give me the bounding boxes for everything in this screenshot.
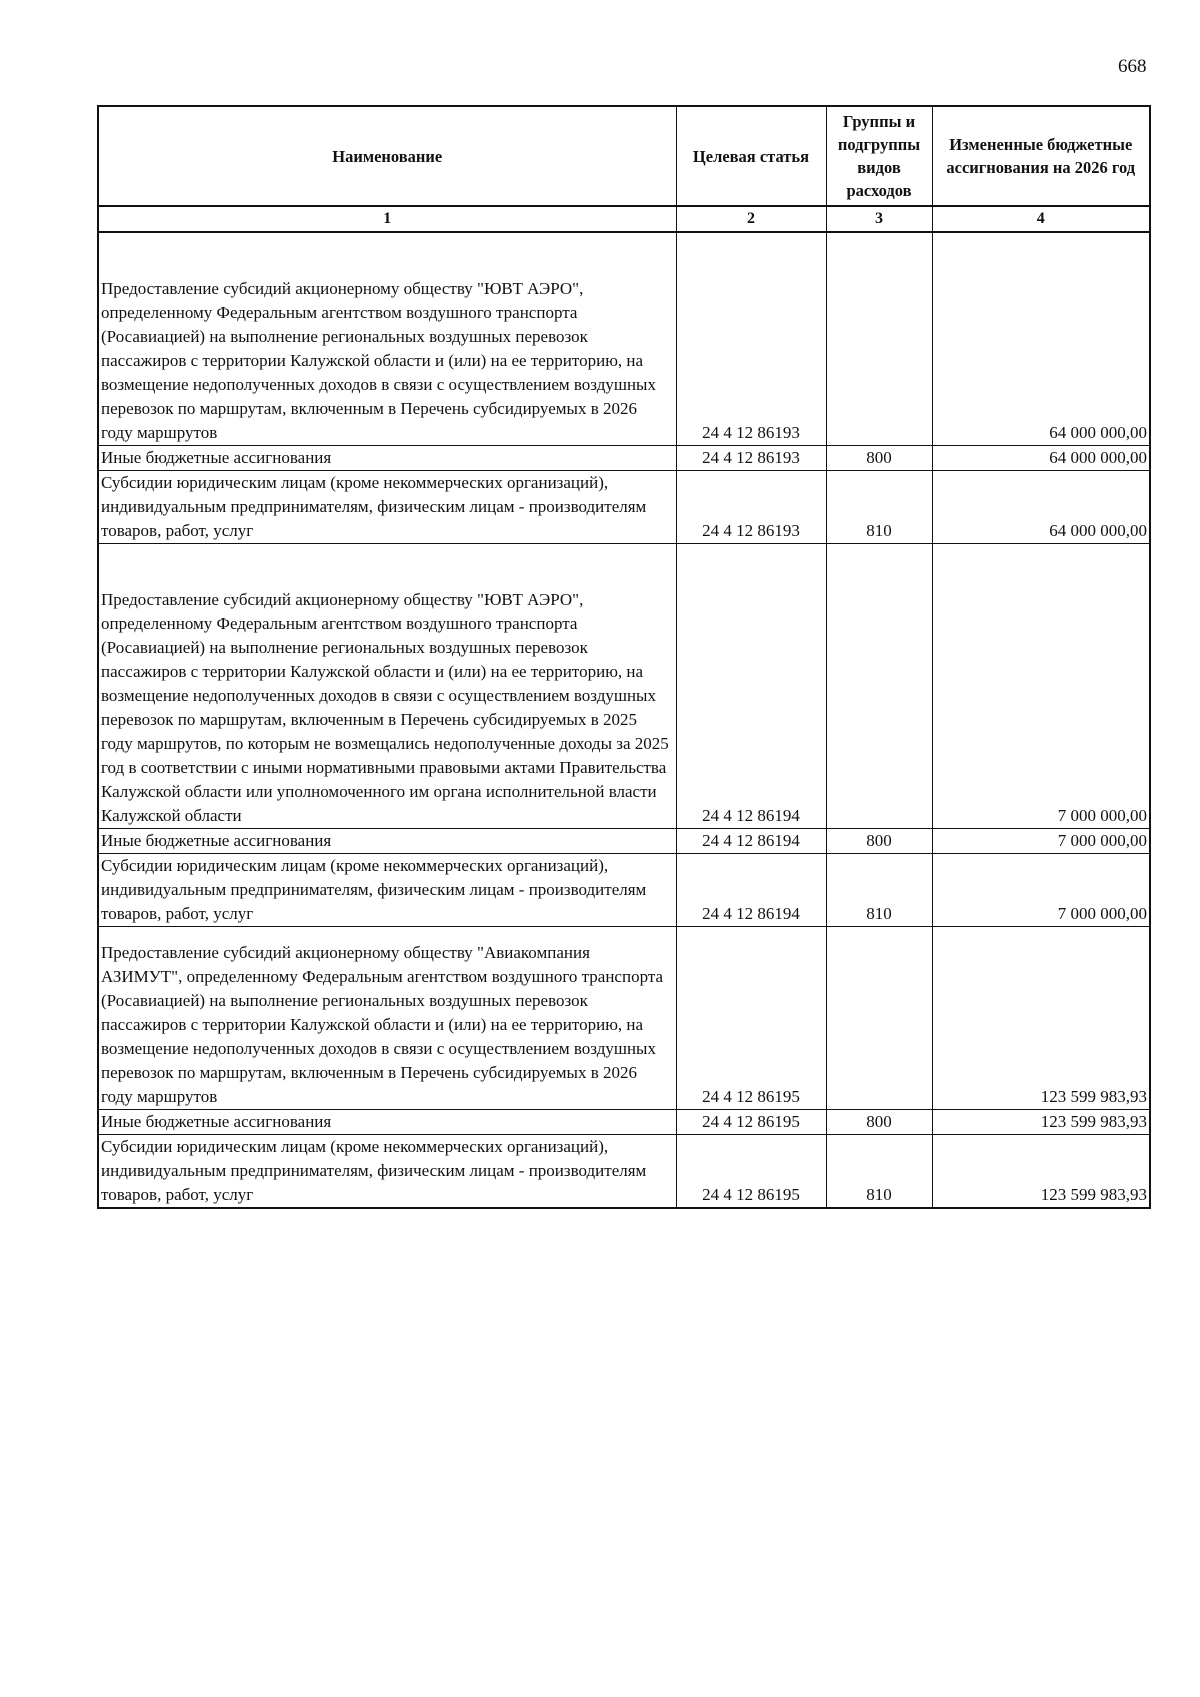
row-expense-group (826, 544, 932, 829)
page-number: 668 (1118, 56, 1147, 77)
header-name: Наименование (98, 106, 676, 206)
row-expense-group (826, 927, 932, 1110)
row-target-article: 24 4 12 86195 (676, 1110, 826, 1135)
row-amount: 64 000 000,00 (932, 471, 1150, 544)
row-name: Иные бюджетные ассигнования (98, 446, 676, 471)
table-row (98, 927, 1150, 1110)
row-name: Предоставление субсидий акционерному обществу "ЮВТ АЭРО", определенному Федеральным агентством воздушного транспорта (Росавиацией) на выполнение региональных воздушных перевозок пассажиров с территории Калужской области и (или) на ее территорию, на возмещение недополученных доходов в связи с осуществлением воздушных перевозок по маршрутам, включенным в Перечень субсидируемых в 2025 году маршрутов, по которым не возмещались недополученные доходы за 2025 год в соответствии с иными нормативными правовыми актами Правительства Калужской области или уполномоченного им органа исполнительной власти Калужской области (98, 544, 676, 829)
row-name: Субсидии юридическим лицам (кроме некоммерческих организаций), индивидуальным предпринимателям, физическим лицам - производителям товаров, работ, услуг (98, 471, 676, 544)
row-target-article: 24 4 12 86193 (676, 232, 826, 446)
row-name: Субсидии юридическим лицам (кроме некоммерческих организаций), индивидуальным предпринимателям, физическим лицам - производителям товаров, работ, услуг (98, 1135, 676, 1209)
row-target-article: 24 4 12 86195 (676, 1135, 826, 1209)
row-target-article: 24 4 12 86194 (676, 854, 826, 927)
row-target-article: 24 4 12 86193 (676, 471, 826, 544)
row-amount: 7 000 000,00 (932, 829, 1150, 854)
row-target-article: 24 4 12 86194 (676, 829, 826, 854)
row-target-article: 24 4 12 86194 (676, 544, 826, 829)
table-row (98, 829, 1150, 854)
row-amount: 7 000 000,00 (932, 854, 1150, 927)
row-expense-group (826, 232, 932, 446)
row-name: Предоставление субсидий акционерному обществу "ЮВТ АЭРО", определенному Федеральным агентством воздушного транспорта (Росавиацией) на выполнение региональных воздушных перевозок пассажиров с территории Калужской области и (или) на ее территорию, на возмещение недополученных доходов в связи с осуществлением воздушных перевозок по маршрутам, включенным в Перечень субсидируемых в 2026 году маршрутов (98, 232, 676, 446)
row-name: Иные бюджетные ассигнования (98, 1110, 676, 1135)
row-expense-group: 810 (826, 854, 932, 927)
row-expense-group: 810 (826, 1135, 932, 1209)
row-amount: 123 599 983,93 (932, 1110, 1150, 1135)
row-amount: 123 599 983,93 (932, 1135, 1150, 1209)
row-expense-group: 800 (826, 446, 932, 471)
table-row (98, 1135, 1150, 1209)
column-number: 1 (98, 206, 676, 232)
budget-allocation-table (97, 105, 1151, 1209)
row-name: Субсидии юридическим лицам (кроме некоммерческих организаций), индивидуальным предпринимателям, физическим лицам - производителям товаров, работ, услуг (98, 854, 676, 927)
column-number: 2 (676, 206, 826, 232)
table-row (98, 1110, 1150, 1135)
row-name: Иные бюджетные ассигнования (98, 829, 676, 854)
row-name: Предоставление субсидий акционерному обществу "Авиакомпания АЗИМУТ", определенному Федеральным агентством воздушного транспорта (Росавиацией) на выполнение региональных воздушных перевозок пассажиров с территории Калужской области и (или) на ее территорию, на возмещение недополученных доходов в связи с осуществлением воздушных перевозок по маршрутам, включенным в Перечень субсидируемых в 2026 году маршрутов (98, 927, 676, 1110)
table-header-row (98, 106, 1150, 206)
row-target-article: 24 4 12 86193 (676, 446, 826, 471)
column-number: 3 (826, 206, 932, 232)
column-number-row (98, 206, 1150, 232)
row-amount: 7 000 000,00 (932, 544, 1150, 829)
header-amount: Измененные бюджетные ассигнования на 2026 год (932, 106, 1150, 206)
table-row (98, 854, 1150, 927)
header-expense-groups: Группы и подгруппы видов расходов (826, 106, 932, 206)
row-amount: 64 000 000,00 (932, 446, 1150, 471)
table-row (98, 446, 1150, 471)
column-number: 4 (932, 206, 1150, 232)
table-row (98, 232, 1150, 446)
row-expense-group: 800 (826, 1110, 932, 1135)
row-expense-group: 810 (826, 471, 932, 544)
row-amount: 123 599 983,93 (932, 927, 1150, 1110)
row-amount: 64 000 000,00 (932, 232, 1150, 446)
table-row (98, 471, 1150, 544)
row-expense-group: 800 (826, 829, 932, 854)
row-target-article: 24 4 12 86195 (676, 927, 826, 1110)
header-target-article: Целевая статья (676, 106, 826, 206)
table-row (98, 544, 1150, 829)
